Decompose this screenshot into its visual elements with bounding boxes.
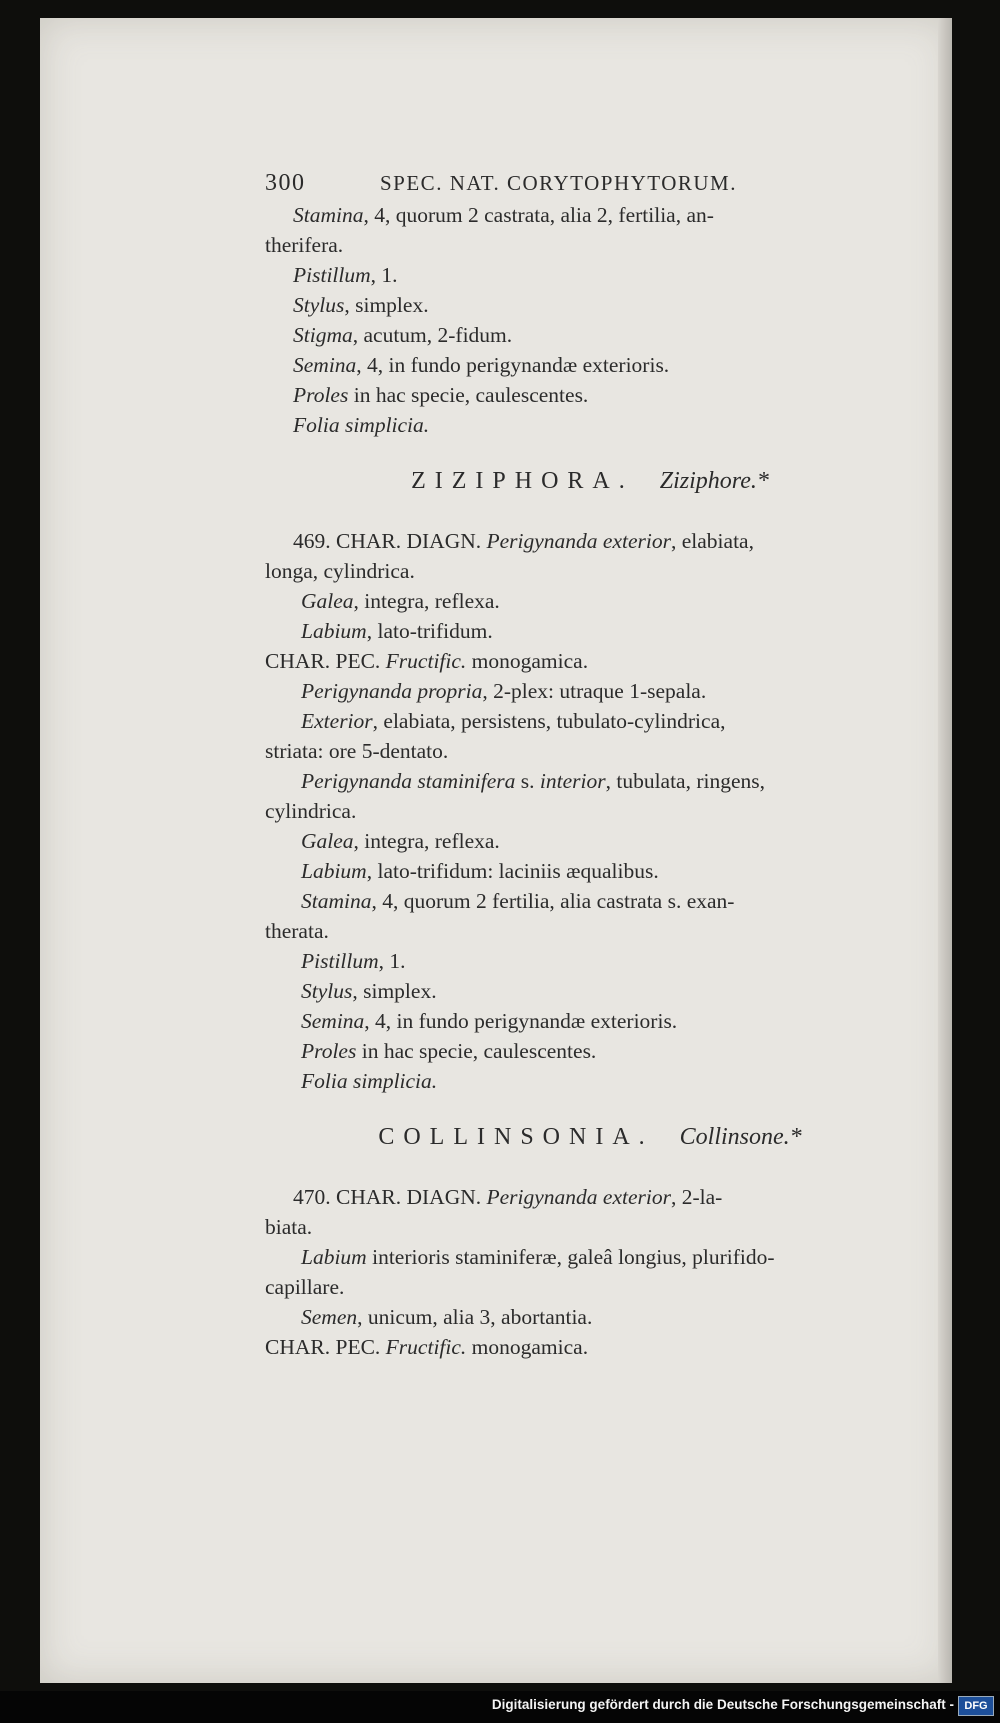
top-block bbox=[265, 200, 915, 440]
line-text: , lato-trifidum: laciniis æqualibus. bbox=[366, 859, 659, 883]
italic-term: Labium bbox=[301, 859, 367, 883]
line-text: longa, cylindrica. bbox=[265, 559, 415, 583]
text-line bbox=[265, 1212, 915, 1242]
footer-bar bbox=[0, 1691, 1000, 1723]
italic-term: Fructific. bbox=[385, 649, 467, 673]
italic-term: Stigma bbox=[293, 323, 353, 347]
italic-term: Stylus bbox=[293, 293, 345, 317]
italic-term: Fructific. bbox=[385, 1335, 467, 1359]
text-line bbox=[265, 410, 915, 440]
italic-term: Stamina bbox=[301, 889, 372, 913]
text-line bbox=[265, 886, 915, 916]
genus-french-name: Collinsone.* bbox=[679, 1124, 802, 1150]
text-line bbox=[265, 616, 915, 646]
genus-name: COLLINSONIA. bbox=[378, 1124, 654, 1150]
line-text: , integra, reflexa. bbox=[353, 589, 500, 613]
text-line bbox=[265, 1066, 915, 1096]
text-line bbox=[265, 1242, 915, 1272]
text-line bbox=[265, 706, 915, 736]
collinsonia-description bbox=[265, 1182, 915, 1362]
running-title: SPEC. NAT. CORYTOPHYTORUM. bbox=[380, 171, 737, 195]
text-line bbox=[265, 1006, 915, 1036]
page-number: 300 bbox=[265, 170, 306, 196]
line-text: biata. bbox=[265, 1215, 313, 1239]
text-line bbox=[265, 350, 915, 380]
italic-term: Stylus bbox=[301, 979, 353, 1003]
line-text: , acutum, 2-fidum. bbox=[352, 323, 513, 347]
line-text: , elabiata, persistens, tubulato-cylindrica, bbox=[372, 709, 726, 733]
line-text: , 4, quorum 2 castrata, alia 2, fertilia, an- bbox=[363, 203, 714, 227]
line-text: , 2-la- bbox=[671, 1185, 723, 1209]
text-line bbox=[265, 260, 915, 290]
ziziphora-description bbox=[265, 526, 915, 1096]
funding-credit: Digitalisierung gefördert durch die Deutsche Forschungsgemeinschaft - bbox=[491, 1697, 954, 1712]
line-text: , 4, in fundo perigynandæ exterioris. bbox=[364, 1009, 678, 1033]
italic-term: Pistillum bbox=[301, 949, 379, 973]
text-line bbox=[265, 526, 915, 556]
line-text: , integra, reflexa. bbox=[353, 829, 500, 853]
italic-term: Perigynanda exterior bbox=[486, 529, 671, 553]
line-text: , 4, in fundo perigynandæ exterioris. bbox=[356, 353, 670, 377]
text-line bbox=[265, 320, 915, 350]
italic-term: Galea bbox=[301, 829, 354, 853]
italic-term: Labium bbox=[301, 619, 367, 643]
genus-french-name: Ziziphore.* bbox=[659, 468, 769, 494]
line-text: therifera. bbox=[265, 233, 344, 257]
text-line bbox=[265, 556, 915, 586]
italic-term: Proles bbox=[301, 1039, 357, 1063]
text-line bbox=[265, 380, 915, 410]
line-text: , simplex. bbox=[352, 979, 437, 1003]
italic-term: Stamina bbox=[293, 203, 364, 227]
italic-term: Semina bbox=[293, 353, 357, 377]
line-text: monogamica. bbox=[466, 649, 589, 673]
text-line bbox=[265, 200, 915, 230]
book-page bbox=[40, 18, 952, 1683]
line-text: , lato-trifidum. bbox=[366, 619, 493, 643]
line-text: capillare. bbox=[265, 1275, 345, 1299]
text-line bbox=[265, 736, 915, 766]
text-line bbox=[265, 1302, 915, 1332]
italic-term: Folia simplicia. bbox=[293, 413, 430, 437]
line-text: , elabiata, bbox=[671, 529, 754, 553]
page-edge bbox=[938, 18, 952, 1683]
genus-heading-ziziphora bbox=[265, 466, 915, 496]
line-text: , unicum, alia 3, abortantia. bbox=[357, 1305, 593, 1329]
text-line bbox=[265, 1332, 915, 1362]
line-text: s. bbox=[515, 769, 540, 793]
page-header bbox=[265, 168, 915, 198]
italic-term: Galea bbox=[301, 589, 354, 613]
line-text: interioris staminiferæ, galeâ longius, plurifido- bbox=[366, 1245, 775, 1269]
text-line bbox=[265, 646, 915, 676]
text-line bbox=[265, 1272, 915, 1302]
text-line bbox=[265, 1036, 915, 1066]
line-text: monogamica. bbox=[466, 1335, 589, 1359]
text-line bbox=[265, 676, 915, 706]
text-line bbox=[265, 856, 915, 886]
page-content bbox=[265, 168, 915, 1362]
italic-term: Exterior bbox=[301, 709, 373, 733]
text-line bbox=[265, 796, 915, 826]
italic-term: Pistillum bbox=[293, 263, 371, 287]
dfg-logo: DFG bbox=[958, 1696, 994, 1716]
entry-prefix: 470. CHAR. DIAGN. bbox=[293, 1185, 487, 1209]
line-text: in hac specie, caulescentes. bbox=[348, 383, 589, 407]
line-text: striata: ore 5-dentato. bbox=[265, 739, 449, 763]
italic-term: Perigynanda staminifera bbox=[301, 769, 516, 793]
text-line bbox=[265, 916, 915, 946]
text-line bbox=[265, 976, 915, 1006]
italic-term: Proles bbox=[293, 383, 349, 407]
italic-term: Perigynanda exterior bbox=[486, 1185, 671, 1209]
line-text: therata. bbox=[265, 919, 329, 943]
line-text: , 1. bbox=[370, 263, 398, 287]
italic-term: Semina bbox=[301, 1009, 365, 1033]
italic-term: Folia simplicia. bbox=[301, 1069, 438, 1093]
line-text: , 4, quorum 2 fertilia, alia castrata s. exan- bbox=[371, 889, 735, 913]
line-text: , tubulata, ringens, bbox=[605, 769, 766, 793]
text-line bbox=[265, 290, 915, 320]
italic-term: interior bbox=[539, 769, 606, 793]
line-text: , 1. bbox=[378, 949, 406, 973]
line-text: cylindrica. bbox=[265, 799, 357, 823]
genus-heading-collinsonia bbox=[265, 1122, 915, 1152]
italic-term: Labium bbox=[301, 1245, 367, 1269]
text-line bbox=[265, 1182, 915, 1212]
genus-name: ZIZIPHORA. bbox=[411, 468, 634, 494]
text-line bbox=[265, 586, 915, 616]
text-line bbox=[265, 230, 915, 260]
text-line bbox=[265, 946, 915, 976]
italic-term: Perigynanda propria bbox=[301, 679, 483, 703]
line-text: , simplex. bbox=[344, 293, 429, 317]
line-text: in hac specie, caulescentes. bbox=[356, 1039, 597, 1063]
italic-term: Semen bbox=[301, 1305, 358, 1329]
text-line bbox=[265, 826, 915, 856]
line-text: , 2-plex: utraque 1-sepala. bbox=[482, 679, 707, 703]
entry-prefix: CHAR. PEC. bbox=[265, 1335, 386, 1359]
text-line bbox=[265, 766, 915, 796]
entry-prefix: CHAR. PEC. bbox=[265, 649, 386, 673]
entry-prefix: 469. CHAR. DIAGN. bbox=[293, 529, 487, 553]
